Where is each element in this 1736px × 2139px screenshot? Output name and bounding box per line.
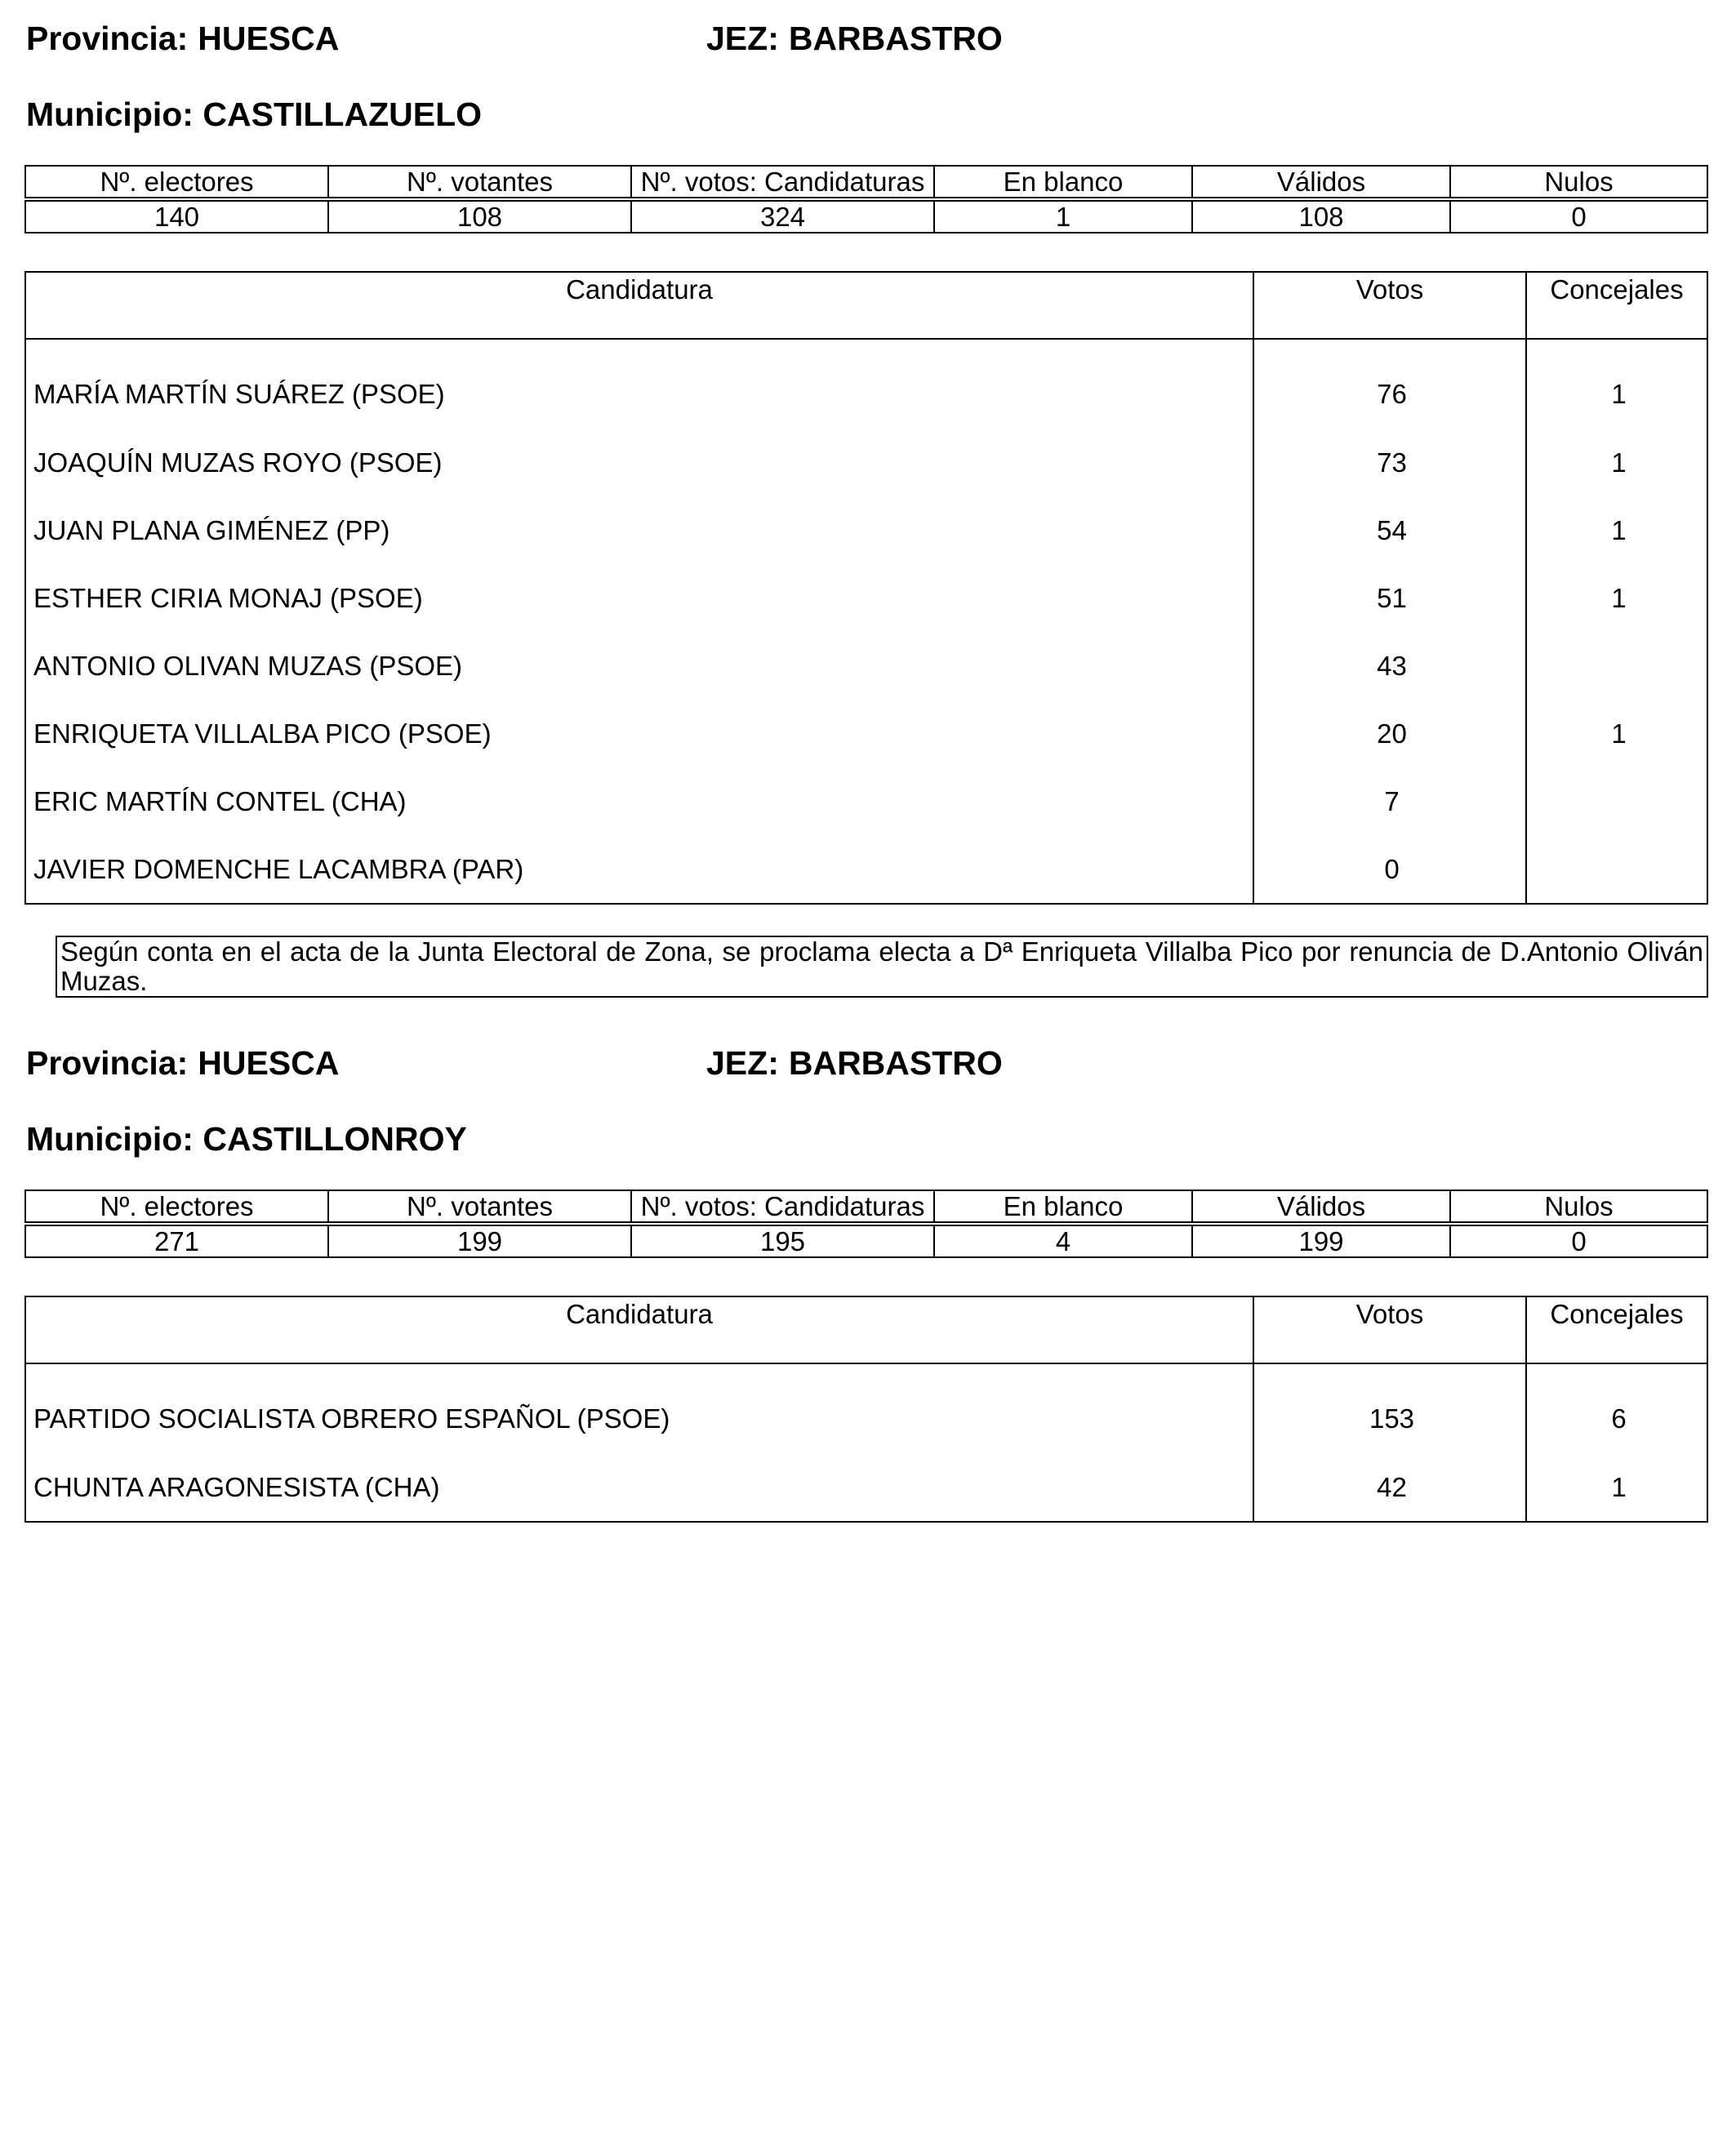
candidate-concejales: 6	[1526, 1363, 1707, 1453]
table-row	[25, 1363, 1707, 1453]
candidate-votos: 54	[1253, 496, 1526, 564]
candidate-concejales: 1	[1526, 339, 1707, 429]
stats-value-votos-candidaturas: 195	[631, 1225, 934, 1257]
candidate-concejales	[1526, 835, 1707, 904]
stats-header-electores: Nº. electores	[25, 1190, 328, 1222]
candidate-name: ESTHER CIRIA MONAJ (PSOE)	[25, 564, 1253, 632]
stats-value-en-blanco: 1	[934, 201, 1192, 233]
candidate-votos: 76	[1253, 339, 1526, 429]
header-votos: Votos	[1253, 1296, 1526, 1363]
table-row	[25, 632, 1707, 700]
table-row	[25, 835, 1707, 904]
stats-value-validos: 199	[1192, 1225, 1450, 1257]
stats-header-nulos: Nulos	[1450, 166, 1707, 198]
candidate-votos: 7	[1253, 767, 1526, 835]
candidates-header-row	[25, 1296, 1707, 1363]
stats-header-electores: Nº. electores	[25, 166, 328, 198]
stats-header-en-blanco: En blanco	[934, 1190, 1192, 1222]
candidate-concejales	[1526, 632, 1707, 700]
stats-value-votantes: 199	[328, 1225, 631, 1257]
stats-table	[24, 1190, 1708, 1258]
candidate-name: JAVIER DOMENCHE LACAMBRA (PAR)	[25, 835, 1253, 904]
stats-value-row	[25, 1225, 1707, 1257]
stats-value-votantes: 108	[328, 201, 631, 233]
stats-header-row	[25, 1190, 1707, 1222]
candidate-concejales: 1	[1526, 700, 1707, 767]
municipio-heading: Municipio: CASTILLAZUELO	[26, 96, 483, 133]
jez-heading: JEZ: BARBASTRO	[706, 20, 1003, 57]
header-concejales: Concejales	[1526, 272, 1707, 339]
table-row	[25, 700, 1707, 767]
candidate-concejales: 1	[1526, 564, 1707, 632]
stats-header-validos: Válidos	[1192, 1190, 1450, 1222]
table-row	[25, 496, 1707, 564]
candidate-votos: 42	[1253, 1453, 1526, 1522]
stats-value-votos-candidaturas: 324	[631, 201, 934, 233]
stats-value-nulos: 0	[1450, 201, 1707, 233]
candidate-name: ENRIQUETA VILLALBA PICO (PSOE)	[25, 700, 1253, 767]
candidate-name: ERIC MARTÍN CONTEL (CHA)	[25, 767, 1253, 835]
stats-value-electores: 271	[25, 1225, 328, 1257]
candidate-name: JUAN PLANA GIMÉNEZ (PP)	[25, 496, 1253, 564]
candidate-name: CHUNTA ARAGONESISTA (CHA)	[25, 1453, 1253, 1522]
candidate-votos: 43	[1253, 632, 1526, 700]
stats-value-validos: 108	[1192, 201, 1450, 233]
header-candidatura: Candidatura	[25, 1296, 1253, 1363]
provincia-heading: Provincia: HUESCA	[26, 1044, 340, 1082]
stats-header-votos-candidaturas: Nº. votos: Candidaturas	[631, 166, 934, 198]
stats-header-votantes: Nº. votantes	[328, 166, 631, 198]
stats-value-row	[25, 201, 1707, 233]
stats-header-votos-candidaturas: Nº. votos: Candidaturas	[631, 1190, 934, 1222]
candidate-votos: 0	[1253, 835, 1526, 904]
candidate-votos: 73	[1253, 429, 1526, 496]
table-row	[25, 1453, 1707, 1522]
candidate-name: ANTONIO OLIVAN MUZAS (PSOE)	[25, 632, 1253, 700]
candidate-concejales: 1	[1526, 1453, 1707, 1522]
proclamation-note: Según conta en el acta de la Junta Electoral de Zona, se proclama electa a Dª Enriqueta Villalba Pico por renuncia de D.Antonio Oliván Muzas.	[56, 936, 1708, 998]
municipio-heading: Municipio: CASTILLONROY	[26, 1120, 467, 1158]
candidate-name: JOAQUÍN MUZAS ROYO (PSOE)	[25, 429, 1253, 496]
candidates-header-row	[25, 272, 1707, 339]
municipio-section-castillonroy	[0, 1025, 1736, 2047]
stats-header-row	[25, 166, 1707, 198]
candidate-name: MARÍA MARTÍN SUÁREZ (PSOE)	[25, 339, 1253, 429]
header-candidatura: Candidatura	[25, 272, 1253, 339]
stats-value-nulos: 0	[1450, 1225, 1707, 1257]
table-row	[25, 564, 1707, 632]
candidates-table	[24, 271, 1708, 905]
table-row	[25, 767, 1707, 835]
stats-table	[24, 165, 1708, 233]
candidate-concejales: 1	[1526, 496, 1707, 564]
candidate-name: PARTIDO SOCIALISTA OBRERO ESPAÑOL (PSOE)	[25, 1363, 1253, 1453]
table-row	[25, 429, 1707, 496]
stats-header-nulos: Nulos	[1450, 1190, 1707, 1222]
stats-value-en-blanco: 4	[934, 1225, 1192, 1257]
candidate-votos: 20	[1253, 700, 1526, 767]
stats-value-electores: 140	[25, 201, 328, 233]
candidate-concejales	[1526, 767, 1707, 835]
stats-header-votantes: Nº. votantes	[328, 1190, 631, 1222]
provincia-heading: Provincia: HUESCA	[26, 20, 340, 57]
candidates-table	[24, 1296, 1708, 1523]
header-concejales: Concejales	[1526, 1296, 1707, 1363]
candidate-votos: 51	[1253, 564, 1526, 632]
municipio-section-castillazuelo	[0, 0, 1736, 1022]
candidate-votos: 153	[1253, 1363, 1526, 1453]
candidate-concejales: 1	[1526, 429, 1707, 496]
stats-header-validos: Válidos	[1192, 166, 1450, 198]
stats-header-en-blanco: En blanco	[934, 166, 1192, 198]
header-votos: Votos	[1253, 272, 1526, 339]
jez-heading: JEZ: BARBASTRO	[706, 1044, 1003, 1082]
